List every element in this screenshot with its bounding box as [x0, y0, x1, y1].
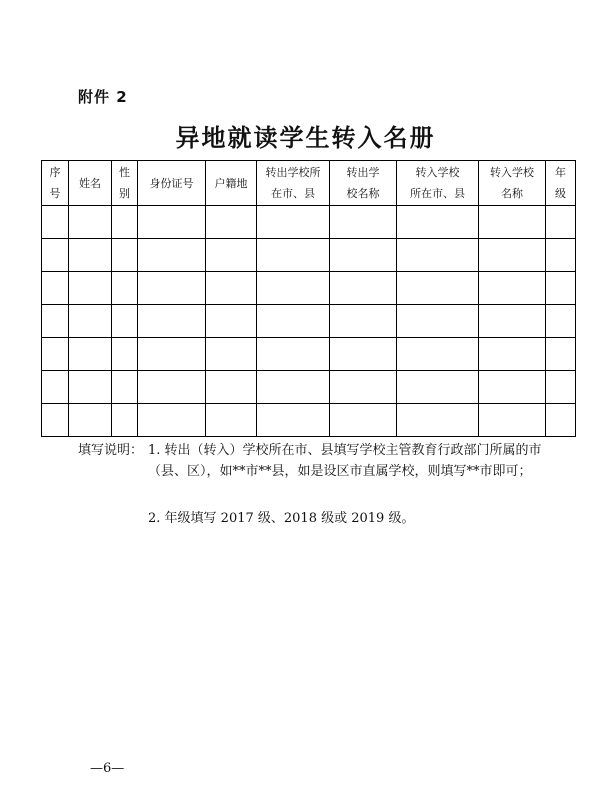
table-cell	[138, 206, 206, 239]
instruction-item-1: 1. 转出（转入）学校所在市、县填写学校主管教育行政部门所属的市（县、区），如**市**县，如是设区市直属学校，则填写**市即可；	[148, 443, 542, 479]
table-cell	[330, 338, 397, 371]
table-cell	[42, 239, 69, 272]
table-cell	[397, 206, 479, 239]
table-header-row	[42, 161, 576, 206]
table-cell	[397, 404, 479, 437]
table-cell	[206, 272, 257, 305]
table-cell	[257, 272, 330, 305]
table-cell	[330, 371, 397, 404]
table-cell	[330, 272, 397, 305]
table-cell	[69, 272, 112, 305]
table-cell	[42, 206, 69, 239]
table-cell	[42, 305, 69, 338]
table-cell	[257, 371, 330, 404]
table-cell	[397, 272, 479, 305]
table-cell	[138, 239, 206, 272]
table-cell	[257, 206, 330, 239]
header-name: 姓名	[69, 161, 112, 206]
table-cell	[479, 371, 546, 404]
table-cell	[479, 272, 546, 305]
table-cell	[479, 305, 546, 338]
table-cell	[42, 371, 69, 404]
table-row	[42, 305, 576, 338]
instruction-item-2: 2. 年级填写 2017 级、2018 级或 2019 级。	[148, 511, 415, 526]
table-row	[42, 404, 576, 437]
table-cell	[206, 239, 257, 272]
attachment-label: 附件 2	[78, 88, 128, 106]
table-cell	[479, 338, 546, 371]
table-cell	[397, 338, 479, 371]
table-row	[42, 338, 576, 371]
table-cell	[257, 404, 330, 437]
table-cell	[330, 206, 397, 239]
table-cell	[397, 371, 479, 404]
table-cell	[112, 206, 138, 239]
header-gender: 性 别	[112, 161, 138, 206]
table-cell	[112, 305, 138, 338]
table-cell	[206, 338, 257, 371]
table-row	[42, 371, 576, 404]
student-roster-table	[41, 160, 576, 437]
header-id-number: 身份证号	[138, 161, 206, 206]
table-cell	[69, 206, 112, 239]
table-cell	[206, 404, 257, 437]
table-cell	[397, 239, 479, 272]
table-cell	[112, 239, 138, 272]
table-row	[42, 272, 576, 305]
table-cell	[546, 404, 576, 437]
table-cell	[257, 305, 330, 338]
table-cell	[69, 404, 112, 437]
header-grade: 年 级	[546, 161, 576, 206]
header-target-school-name: 转入学校 名称	[479, 161, 546, 206]
table-cell	[138, 371, 206, 404]
document-title: 异地就读学生转入名册	[175, 124, 436, 152]
table-cell	[42, 272, 69, 305]
header-target-school-location: 转入学校 所在市、县	[397, 161, 479, 206]
table-row	[42, 239, 576, 272]
table-cell	[397, 305, 479, 338]
table-cell	[112, 404, 138, 437]
table-cell	[138, 305, 206, 338]
table-cell	[546, 206, 576, 239]
page-number: —6—	[90, 761, 125, 776]
header-source-school-name: 转出学 校名称	[330, 161, 397, 206]
instructions-label: 填写说明：	[78, 443, 144, 458]
header-household-registration: 户籍地	[206, 161, 257, 206]
header-seq: 序 号	[42, 161, 69, 206]
table-cell	[546, 239, 576, 272]
header-source-school-location: 转出学校所 在市、县	[257, 161, 330, 206]
table-cell	[330, 305, 397, 338]
table-cell	[546, 305, 576, 338]
table-cell	[206, 305, 257, 338]
table-cell	[479, 206, 546, 239]
table-cell	[206, 371, 257, 404]
table-cell	[330, 239, 397, 272]
table-cell	[69, 239, 112, 272]
table-cell	[546, 338, 576, 371]
table-cell	[206, 206, 257, 239]
table-cell	[330, 404, 397, 437]
table-row	[42, 206, 576, 239]
table-cell	[138, 404, 206, 437]
table-cell	[42, 404, 69, 437]
table-cell	[479, 404, 546, 437]
table-cell	[112, 338, 138, 371]
table-cell	[138, 272, 206, 305]
table-cell	[479, 239, 546, 272]
table-cell	[69, 338, 112, 371]
table-cell	[69, 305, 112, 338]
table-cell	[42, 338, 69, 371]
table-cell	[138, 338, 206, 371]
table-cell	[69, 371, 112, 404]
table-cell	[546, 272, 576, 305]
table-cell	[112, 272, 138, 305]
table-cell	[546, 371, 576, 404]
table-cell	[257, 239, 330, 272]
table-cell	[112, 371, 138, 404]
table-cell	[257, 338, 330, 371]
